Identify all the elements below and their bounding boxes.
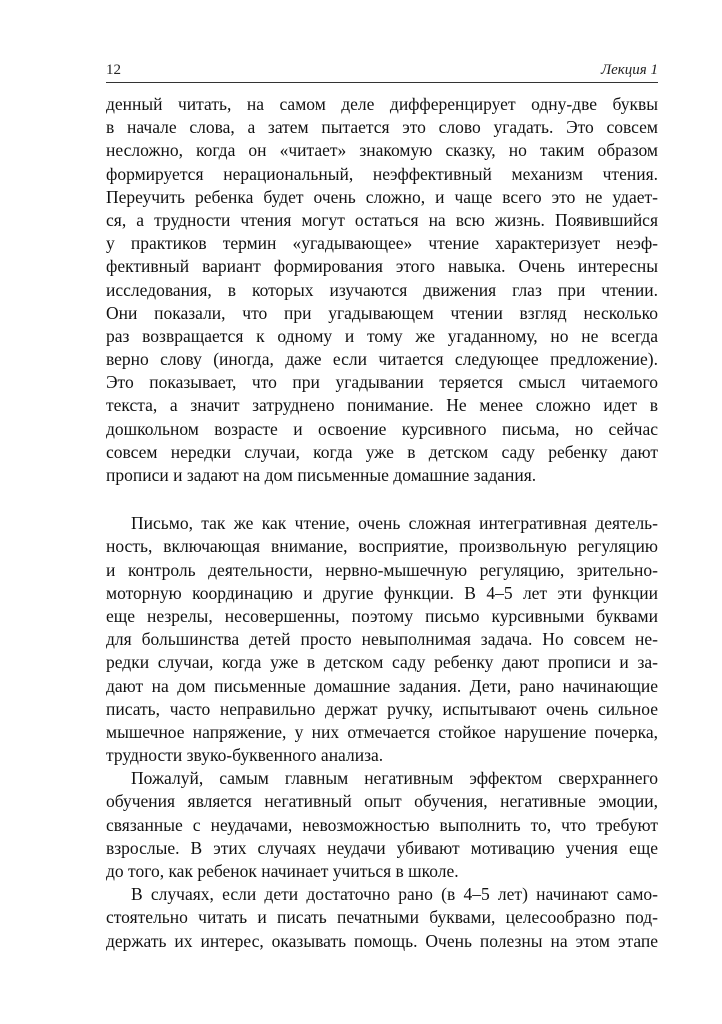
- text-line: Переучить ребенка будет очень сложно, и чаще всего это не удает-: [106, 186, 658, 207]
- paragraph-1: [106, 93, 658, 487]
- text-line: ность, включающая внимание, восприятие, произвольную регуляцию: [106, 536, 658, 557]
- text-line: исследования, в которых изучаются движения глаз при чтении.: [106, 279, 658, 300]
- page-number: 12: [106, 62, 121, 78]
- text-line: совсем нередки случаи, когда уже в детском саду ребенку дают: [106, 441, 658, 462]
- text-line: текста, а значит затруднено понимание. Не менее сложно идет в: [106, 395, 658, 416]
- text-line: Это показывает, что при угадывании теряется смысл читаемого: [106, 372, 658, 393]
- text-line: у практиков термин «угадывающее» чтение характеризует неэф-: [106, 233, 658, 254]
- text-line: раз возвращается к одному и тому же угаданному, но не всегда: [106, 325, 658, 346]
- text-line: держать их интерес, оказывать помощь. Очень полезны на этом этапе: [106, 930, 658, 951]
- text-line: дают на дом письменные домашние задания. Дети, рано начинающие: [106, 675, 658, 696]
- text-line: и контроль деятельности, нервно-мышечную регуляцию, зрительно-: [106, 559, 658, 580]
- text-line: до того, как ребенок начинает учиться в школе.: [106, 861, 459, 881]
- text-line: стоятельно читать и писать печатными буквами, целесообразно под-: [106, 907, 658, 928]
- text-line: обучения является негативный опыт обучения, негативные эмоции,: [106, 791, 658, 812]
- paragraph-3: [106, 767, 658, 883]
- text-line: еще незрелы, несовершенны, поэтому письмо курсивными буквами: [106, 605, 658, 626]
- text-line: для большинства детей просто невыполнимая задача. Но совсем не-: [106, 629, 658, 650]
- text-line: моторную координацию и другие функции. В 4–5 лет эти функции: [106, 582, 658, 603]
- text-line: связанные с неудачами, невозможностью выполнить то, что требуют: [106, 814, 658, 835]
- text-line: денный читать, на самом деле дифференцирует одну-две буквы: [106, 94, 658, 114]
- text-line: В случаях, если дети достаточно рано (в 4–5 лет) начинают само-: [131, 884, 658, 905]
- text-line: Пожалуй, самым главным негативным эффектом сверхраннего: [131, 768, 658, 789]
- text-line: взрослые. В этих случаях неудачи убивают мотивацию учения еще: [106, 837, 658, 858]
- text-line: редки случаи, когда уже в детском саду ребенку дают прописи и за-: [106, 652, 658, 673]
- text-line: мышечное напряжение, у них отмечается стойкое нарушение почерка,: [106, 721, 658, 742]
- text-line: трудности звуко-буквенного анализа.: [106, 745, 384, 766]
- paragraph-4: [106, 883, 658, 953]
- body-text: [106, 93, 658, 953]
- page-header: [106, 62, 658, 80]
- paragraph-gap: [106, 487, 658, 512]
- text-line: дошкольном возрасте и освоение курсивного письма, но сейчас: [106, 418, 658, 439]
- text-line: Они показали, что при угадывающем чтении взгляд несколько: [106, 302, 658, 323]
- text-line: фективный вариант формирования этого навыка. Очень интересны: [106, 256, 658, 277]
- text-line: прописи и задают на дом письменные домашние задания.: [106, 465, 537, 485]
- text-line: несложно, когда он «читает» знакомую сказку, но таким образом: [106, 140, 658, 161]
- text-line: ся, а трудности чтения могут остаться на всю жизнь. Появившийся: [106, 209, 658, 230]
- paragraph-2: [106, 512, 658, 767]
- text-line: верно слову (иногда, даже если читается следующее предложение).: [106, 349, 658, 370]
- text-line: Письмо, так же как чтение, очень сложная интегративная деятель-: [131, 513, 658, 534]
- text-line: в начале слова, а затем пытается это слово угадать. Это совсем: [106, 117, 658, 138]
- header-rule: [106, 82, 658, 83]
- text-line: формируется нерациональный, неэффективный механизм чтения.: [106, 163, 658, 184]
- text-line: писать, часто неправильно держат ручку, испытывают очень сильное: [106, 698, 658, 719]
- running-title: Лекция 1: [600, 62, 658, 78]
